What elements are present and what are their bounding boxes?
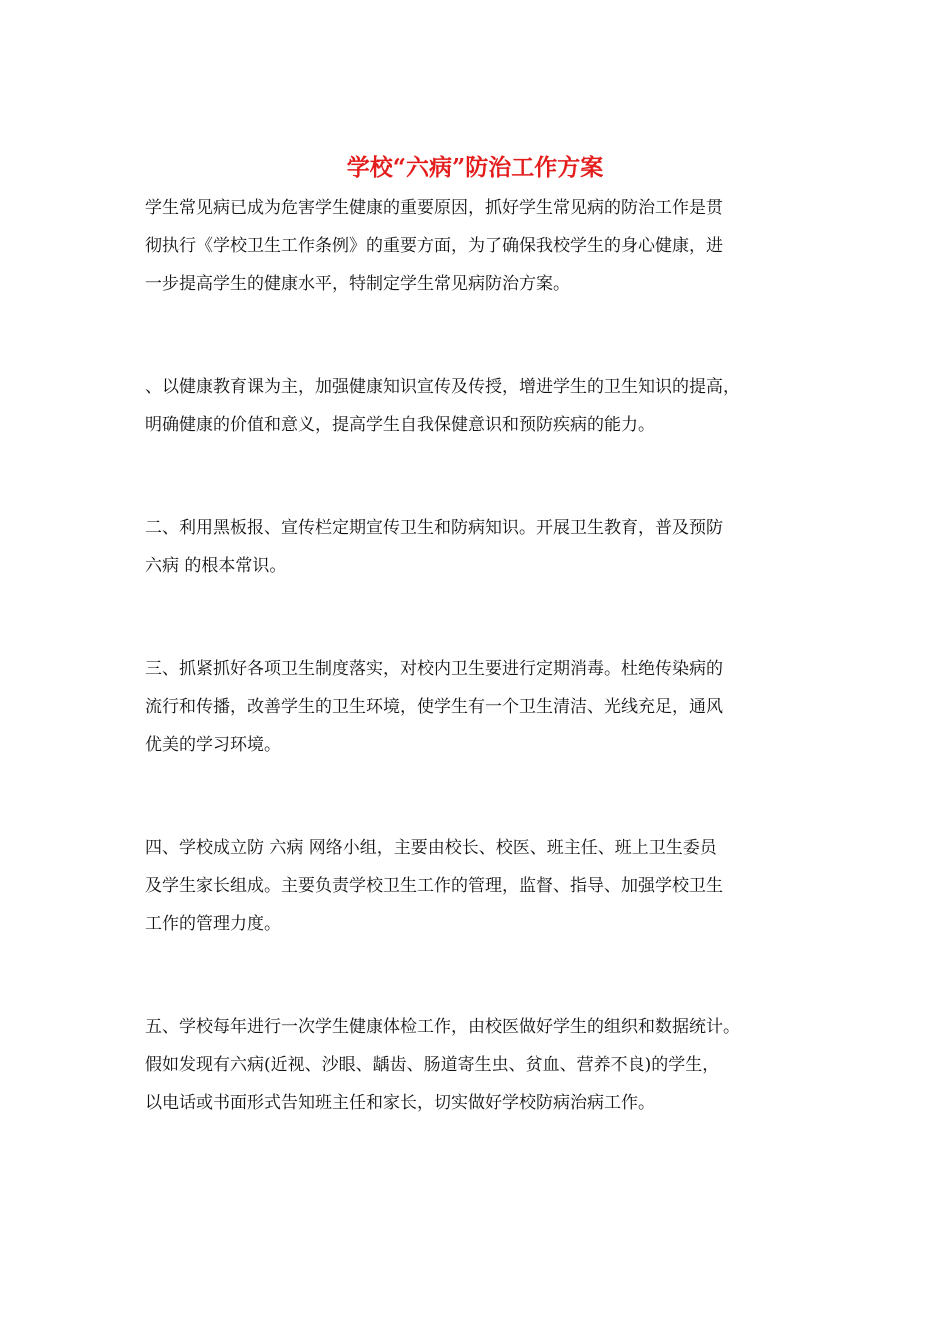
intro-line: 学生常见病已成为危害学生健康的重要原因，抓好学生常见病的防治工作是贯 [145,198,723,218]
intro-line: 一步提高学生的健康水平，特制定学生常见病防治方案。 [145,274,570,294]
section-4-line: 四、学校成立防 六病 网络小组，主要由校长、校医、班主任、班上卫生委员 [145,838,717,858]
intro-line: 彻执行《学校卫生工作条例》的重要方面，为了确保我校学生的身心健康，进 [145,236,723,256]
section-3-line: 流行和传播，改善学生的卫生环境，使学生有一个卫生清洁、光线充足，通风 [145,697,723,717]
section-5-line: 以电话或书面形式告知班主任和家长，切实做好学校防病治病工作。 [145,1093,655,1113]
section-4-line: 工作的管理力度。 [145,914,281,934]
section-3-line: 三、抓紧抓好各项卫生制度落实，对校内卫生要进行定期消毒。杜绝传染病的 [145,659,723,679]
section-1-line: 明确健康的价值和意义，提高学生自我保健意识和预防疾病的能力。 [145,415,655,435]
section-5-line: 假如发现有六病(近视、沙眼、龋齿、肠道寄生虫、贫血、营养不良)的学生， [145,1055,720,1075]
section-1-line: 、以健康教育课为主，加强健康知识宣传及传授，增进学生的卫生知识的提高， [145,377,740,397]
document-title: 学校“六病”防治工作方案 [346,154,604,181]
section-2-line: 六病 的根本常识。 [145,556,287,576]
section-3-line: 优美的学习环境。 [145,735,281,755]
section-4-line: 及学生家长组成。主要负责学校卫生工作的管理，监督、指导、加强学校卫生 [145,876,723,896]
section-5-line: 五、学校每年进行一次学生健康体检工作，由校医做好学生的组织和数据统计。 [145,1017,740,1037]
section-2-line: 二、利用黑板报、宣传栏定期宣传卫生和防病知识。开展卫生教育，普及预防 [145,518,723,538]
